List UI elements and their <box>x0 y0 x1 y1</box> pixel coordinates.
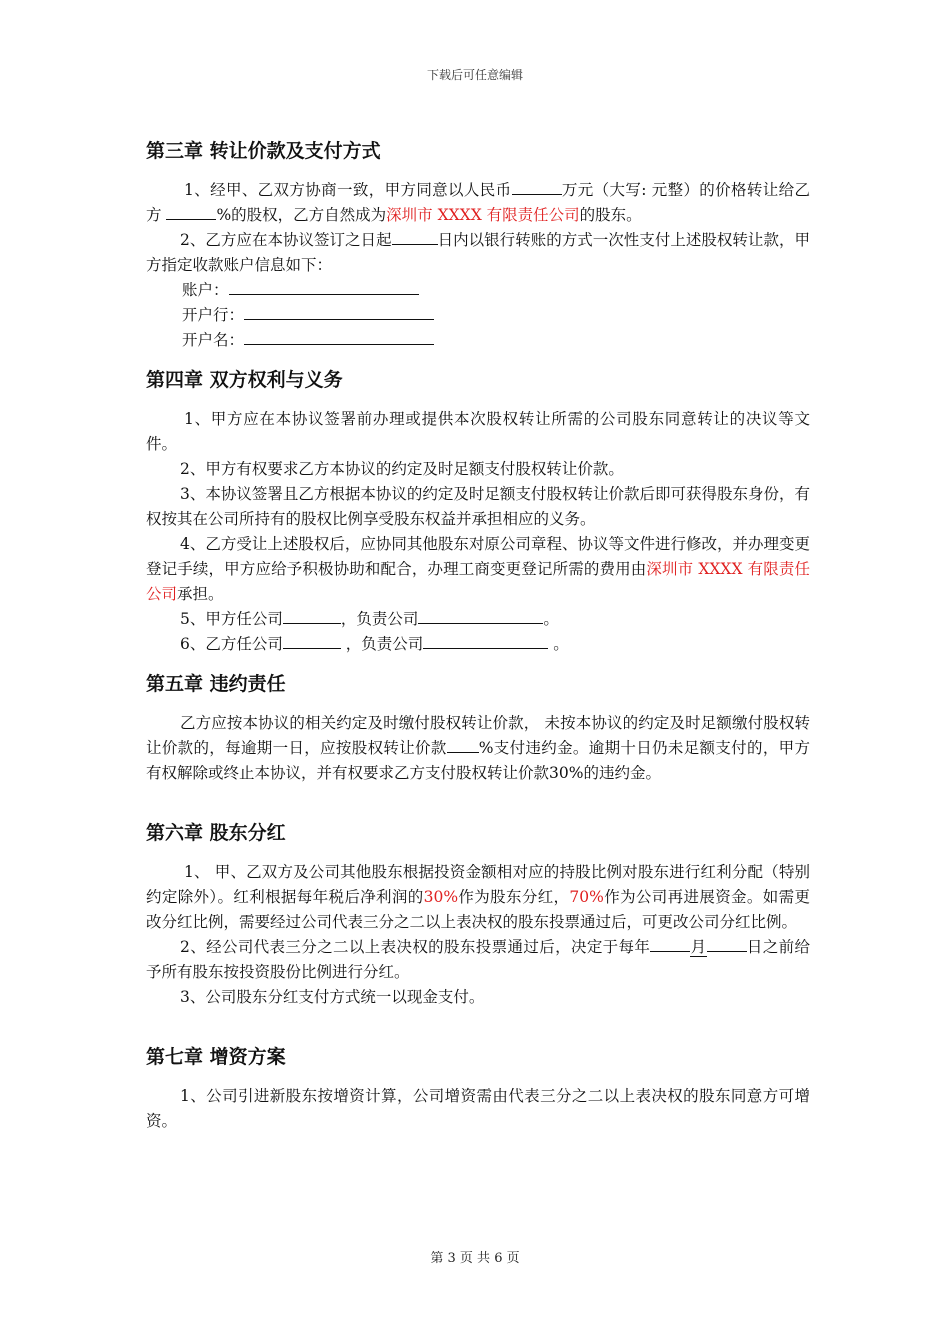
ch4-paragraph-3: 3、本协议签署且乙方根据本协议的约定及时足额支付股权转让价款后即可获得股东身份，有权按其在公司所持有的股权比例享受股东权益并承担相应的义务。 <box>146 485 810 528</box>
page-footer: 第 3 页 共 6 页 <box>430 1251 520 1266</box>
chapter-5-title: 第五章 违约责任 <box>146 673 286 695</box>
ch3-paragraph-2: 2、乙方应在本协议签订之日起 日内以银行转账的方式一次性支付上述股权转让款，甲方指定收款账户信息如下： <box>146 228 810 278</box>
ch4-paragraph-4: 4、乙方受让上述股权后，应协同其他股东对原公司章程、协议等文件进行修改，并办理变更登记手续，甲方应给予积极协助和配合，办理工商变更登记所需的费用由深圳市 XXXX 有限责任公司承担。 <box>146 535 810 603</box>
ch4-paragraph-1: 1、甲方应在本协议签署前办理或提供本次股权转让所需的公司股东同意转让的决议等文件。 <box>146 410 810 453</box>
ch7-paragraph-1: 1、公司引进新股东按增资计算，公司增资需由代表三分之二以上表决权的股东同意方可增资。 <box>146 1087 810 1130</box>
chapter-3-title: 第三章 转让价款及支付方式 <box>146 140 381 162</box>
page-header: 下载后可任意编辑 <box>426 68 523 82</box>
days-blank <box>392 228 438 245</box>
ch6-paragraph-1: 1、 甲、乙双方及公司其他股东根据投资金额相对应的持股比例对股东进行红利分配（特别约定除外）。红利根据每年税后净利润的30%作为股东分红，70%作为公司再进展资金。如需更改分红比例，需要经过公司代表三分之二以上表决权的股东投票通过后，可更改公司分红比例。 <box>146 863 810 931</box>
share-blank <box>166 203 216 220</box>
ch5-paragraph-1: 乙方应按本协议的相关约定及时缴付股权转让价款， 未按本协议的约定及时足额缴付股权转让价款的，每逾期一日，应按股权转让价款 %支付违约金。逾期十日仍未足额支付的，甲方有权解除或终止本协议，并有权要求乙方支付股权转让价款30%的违约金。 <box>146 714 810 782</box>
bank-field: 开户行： <box>146 303 810 328</box>
account-name-field: 开户名： <box>146 328 810 353</box>
company-name: 深圳市 XXXX 有限责任公司 <box>386 206 580 224</box>
amount-blank <box>512 178 562 195</box>
ch3-paragraph-1: 1、经甲、乙双方协商一致，甲方同意以人民币 万元（大写: 元整）的价格转让给乙方 %的股权，乙方自然成为深圳市 XXXX 有限责任公司的股东。 <box>146 178 810 228</box>
chapter-7-title: 第七章 增资方案 <box>146 1046 286 1068</box>
account-field: 账户： <box>146 278 810 303</box>
chapter-4-title: 第四章 双方权利与义务 <box>146 369 343 391</box>
ch6-paragraph-2: 2、经公司代表三分之二以上表决权的股东投票通过后，决定于每年 月 日之前给予所有股东按投资股份比例进行分红。 <box>146 935 810 985</box>
ch6-paragraph-3: 3、公司股东分红支付方式统一以现金支付。 <box>180 988 485 1006</box>
ch4-paragraph-2: 2、甲方有权要求乙方本协议的约定及时足额支付股权转让价款。 <box>180 460 624 478</box>
chapter-6-title: 第六章 股东分红 <box>146 822 286 844</box>
company-name: 深圳市 XXXX 有限责任公司 <box>146 560 810 603</box>
ch4-paragraph-6: 6、乙方任公司 ，负责公司 。 <box>146 632 810 657</box>
document-body <box>146 134 810 1134</box>
ch4-paragraph-5: 5、甲方任公司 ，负责公司 。 <box>146 607 810 632</box>
